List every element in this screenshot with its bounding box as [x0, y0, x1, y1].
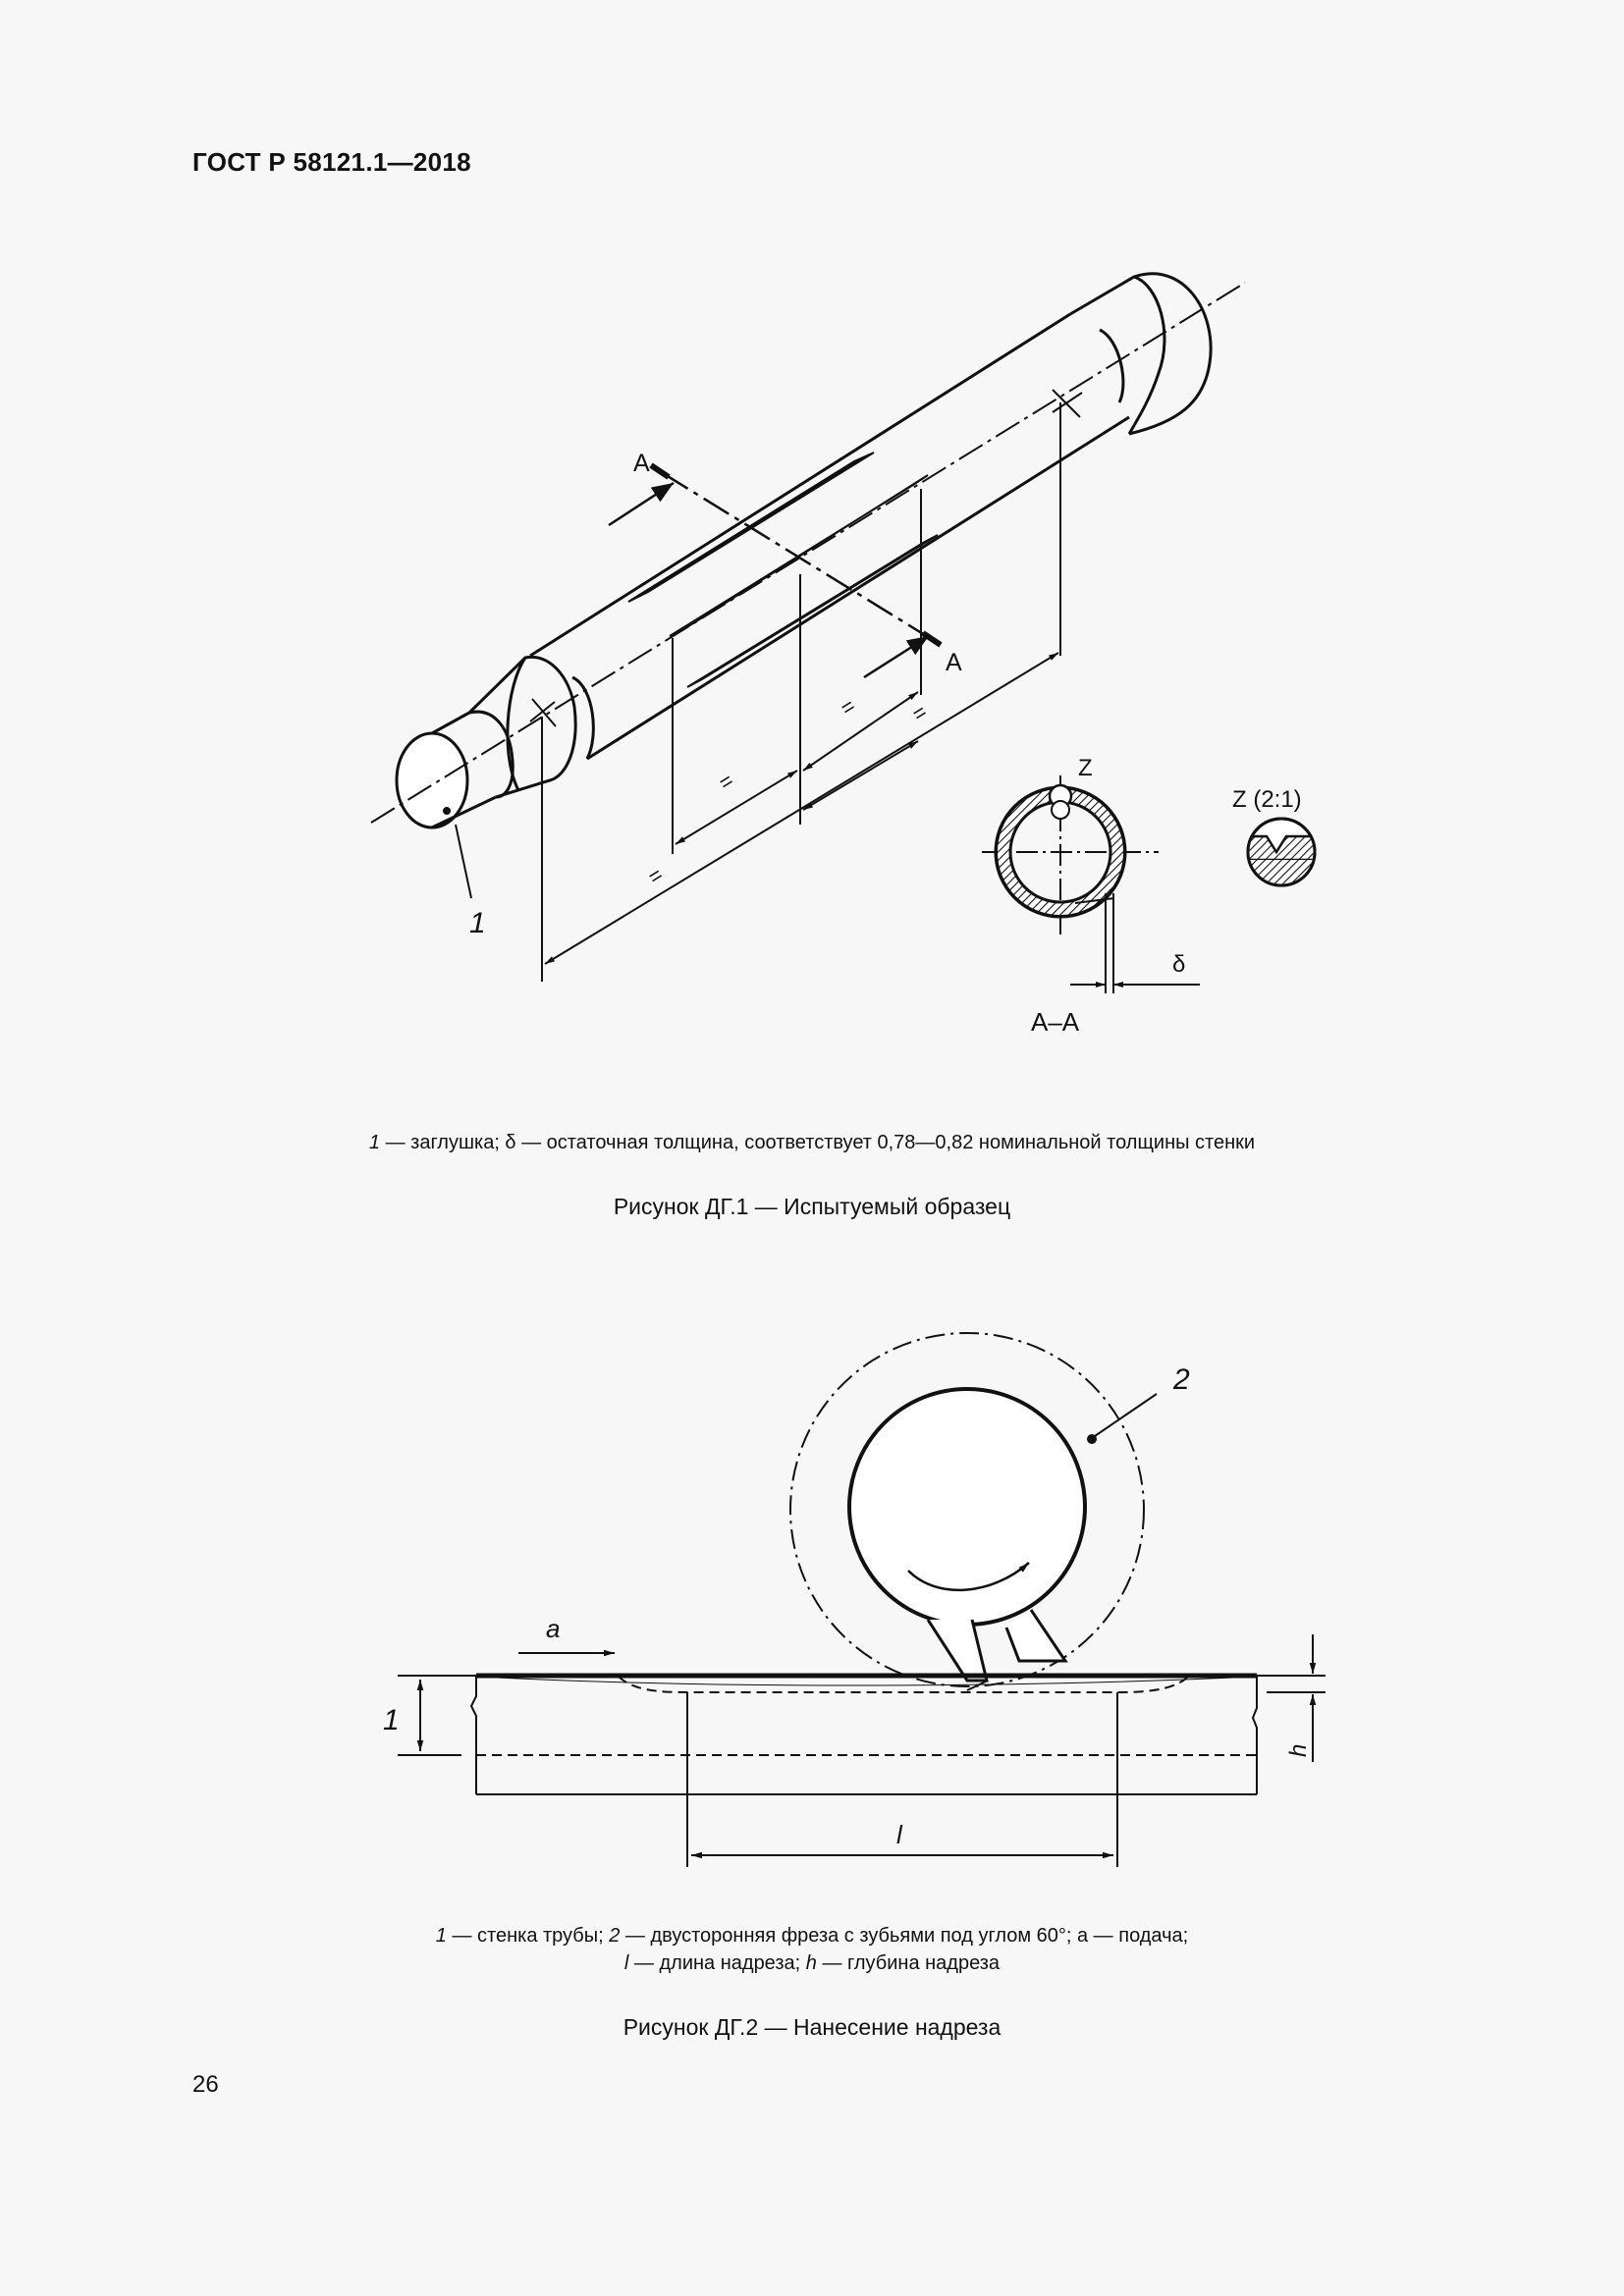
legend2-text-l: — длина надреза; — [628, 1952, 806, 1974]
length-label: l — [896, 1820, 902, 1849]
detail-title: Z (2:1) — [1232, 786, 1302, 813]
callout-1: 1 — [469, 907, 486, 939]
specimen-pipe — [397, 274, 1211, 828]
figure-1-caption: Рисунок ДГ.1 — Испытуемый образец — [613, 1194, 1011, 1219]
page-number: 26 — [192, 2071, 219, 2098]
detail-mark-z: Z — [1078, 755, 1093, 781]
figure-2-drawing — [0, 1276, 1624, 1904]
legend2-text-2: — двусторонняя фреза с зубьями под углом 60°; а — подача; — [620, 1925, 1189, 1947]
feed-label: a — [546, 1614, 561, 1643]
legend-text-1: — заглушка; δ — остаточная толщина, соответствует 0,78—0,82 номинальной толщины стенки — [380, 1132, 1256, 1153]
depth-label: h — [1285, 1743, 1312, 1757]
callout-1-wall: 1 — [383, 1704, 400, 1736]
figure-1-drawing — [0, 0, 1624, 1080]
legend2-key-h: h — [805, 1952, 817, 1974]
legend2-key-1: 1 — [435, 1925, 447, 1947]
notches — [628, 453, 938, 687]
legend-key-1: 1 — [368, 1132, 381, 1153]
section-label-a-top: А — [633, 450, 650, 477]
document-header: ГОСТ Р 58121.1—2018 — [192, 147, 471, 177]
section-a-a — [982, 775, 1200, 993]
equal-mark-1: = — [643, 862, 668, 890]
section-title: А–А — [1031, 1007, 1080, 1037]
equal-mark-2: = — [714, 768, 738, 796]
figure-2-legend — [0, 1922, 1624, 1977]
milling-cutter — [790, 1333, 1144, 1690]
legend2-text-1: — стенка трубы; — [446, 1925, 610, 1947]
equal-mark-3: = — [836, 693, 860, 721]
pipe-wall — [398, 1676, 1321, 1794]
equal-mark-4: = — [907, 699, 932, 727]
thickness-symbol: δ — [1172, 951, 1186, 978]
callout-2: 2 — [1173, 1363, 1190, 1396]
detail-z-view — [1245, 819, 1318, 888]
figure-1-legend — [0, 1129, 1624, 1156]
figure-2-caption: Рисунок ДГ.2 — Нанесение надреза — [623, 2014, 1001, 2040]
legend2-text-h: — глубина надреза — [816, 1952, 1001, 1974]
legend2-key-l: l — [623, 1952, 629, 1974]
section-label-a-bottom: А — [946, 649, 962, 676]
legend2-key-2: 2 — [609, 1925, 621, 1947]
